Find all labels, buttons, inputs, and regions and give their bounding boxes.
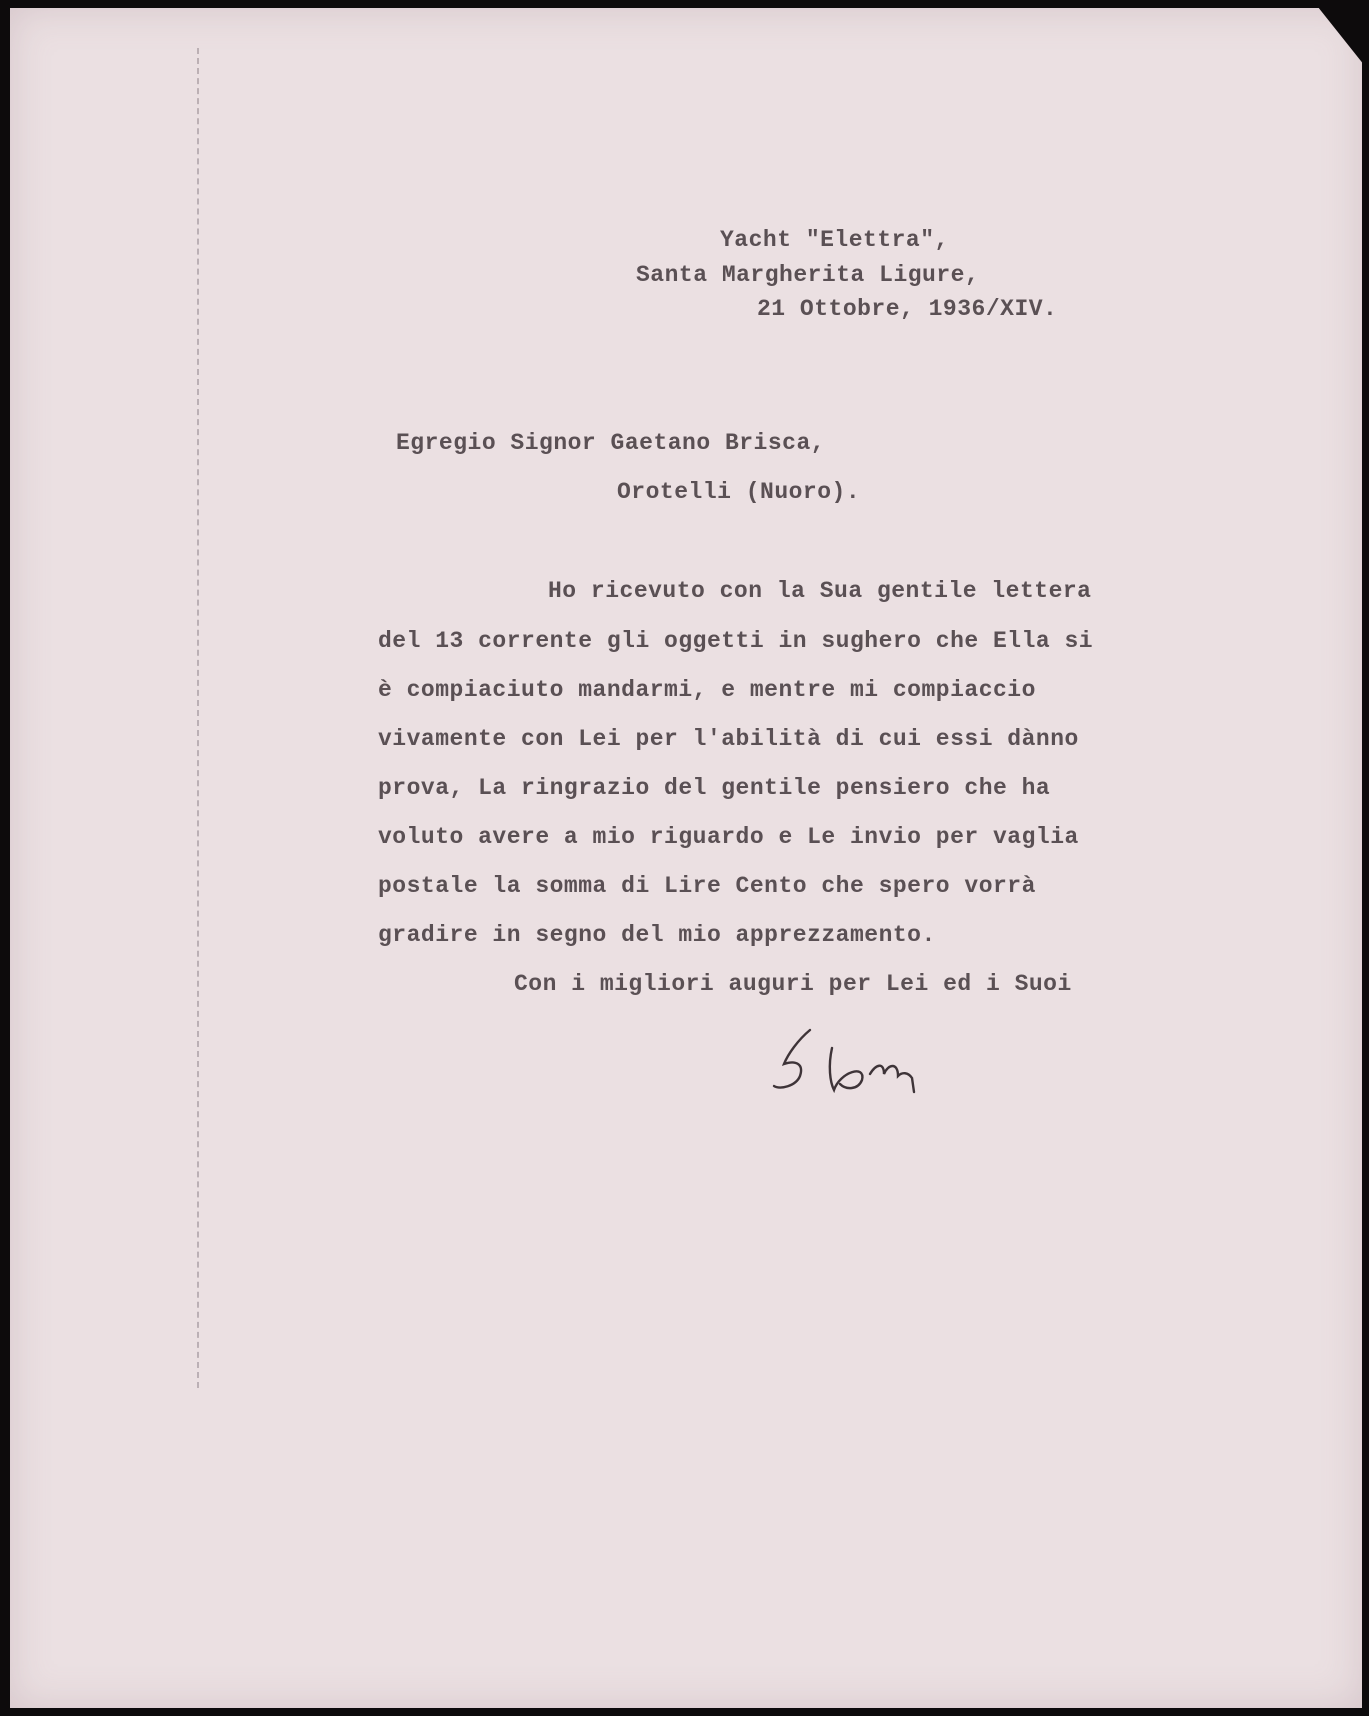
recipient-name: Egregio Signor Gaetano Brisca, <box>396 430 826 456</box>
heading-line-1: Yacht "Elettra", <box>720 227 949 253</box>
body-line: del 13 corrente gli oggetti in sughero che Ella si <box>378 628 1094 654</box>
body-line: è compiaciuto mandarmi, e mentre mi compiaccio <box>378 677 1036 703</box>
body-line: Ho ricevuto con la Sua gentile lettera <box>548 578 1092 604</box>
body-line: voluto avere a mio riguardo e Le invio per vaglia <box>378 824 1079 850</box>
body-line: vivamente con Lei per l'abilità di cui essi dànno <box>378 726 1079 752</box>
signature-icon <box>770 1020 940 1100</box>
body-line: prova, La ringrazio del gentile pensiero che ha <box>378 775 1051 801</box>
body-line: postale la somma di Lire Cento che spero vorrà <box>378 873 1036 899</box>
closing-line: Con i migliori auguri per Lei ed i Suoi <box>514 971 1072 997</box>
margin-fold-line <box>197 48 199 1388</box>
recipient-place: Orotelli (Nuoro). <box>617 479 861 505</box>
body-line: gradire in segno del mio apprezzamento. <box>378 922 936 948</box>
heading-line-3-date: 21 Ottobre, 1936/XIV. <box>757 296 1058 322</box>
heading-line-2: Santa Margherita Ligure, <box>636 262 980 288</box>
